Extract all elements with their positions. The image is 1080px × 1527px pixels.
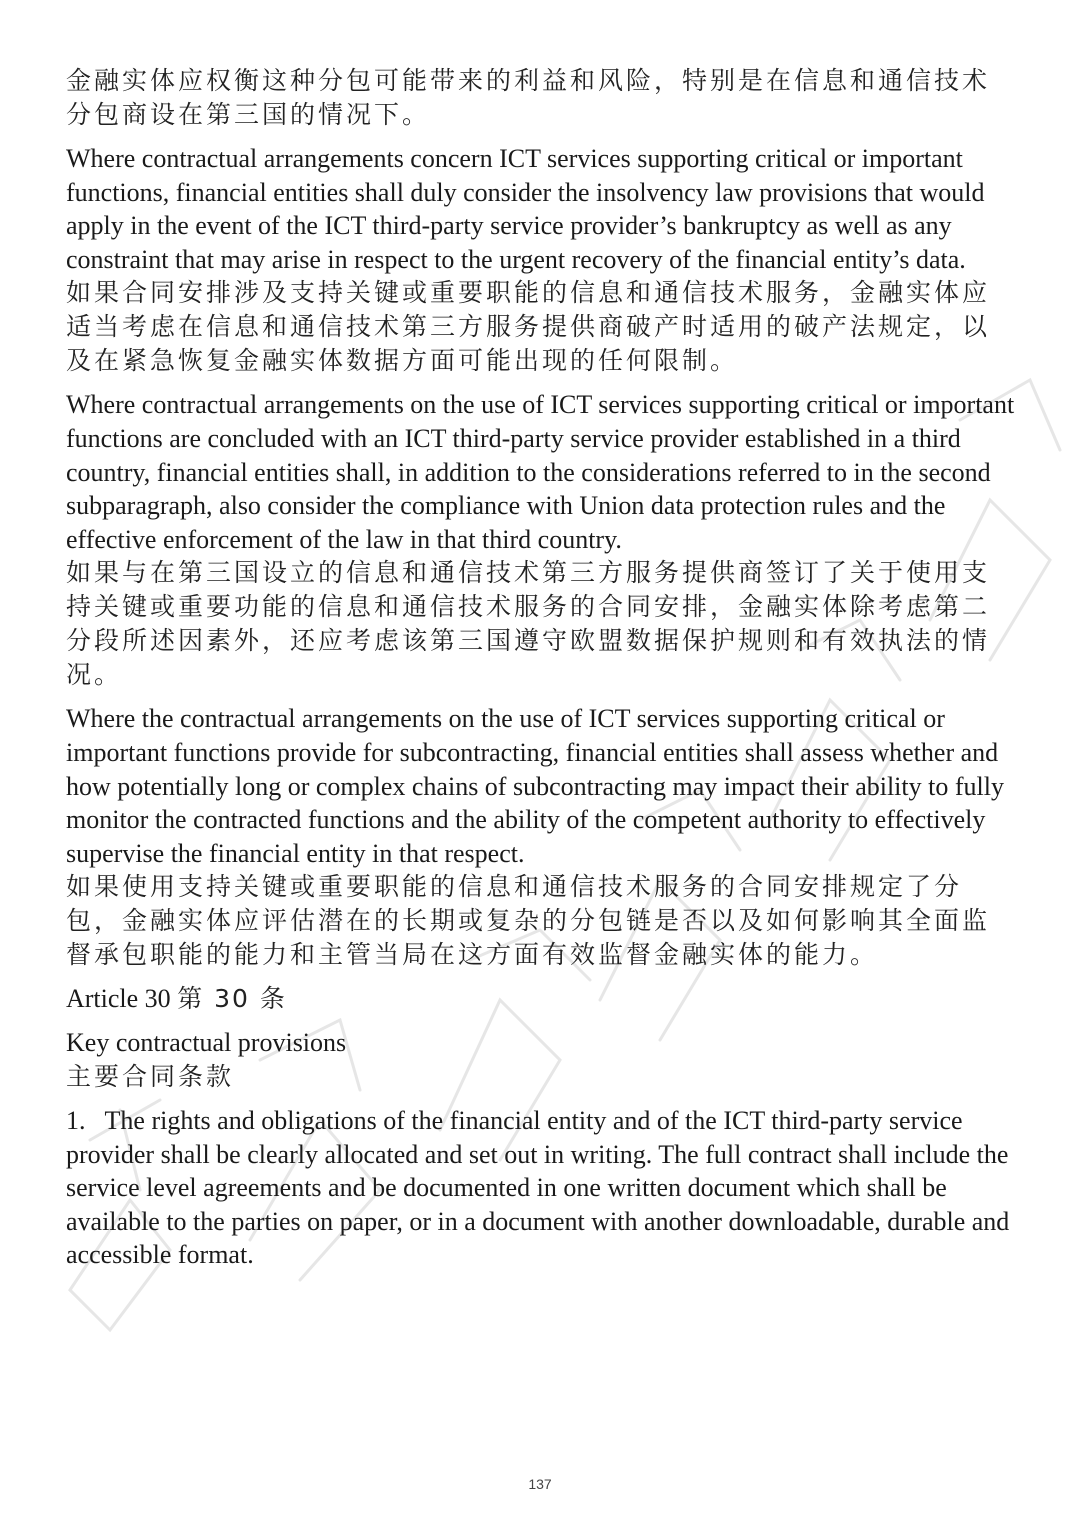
paragraph-zh: 如果使用支持关键或重要职能的信息和通信技术服务的合同安排规定了分包，金融实体应评估潜在的长期或复杂的分包链是否以及如何影响其全面监督承包职能的能力和主管当局在这方面有效监督金融实体的能力。 xyxy=(66,872,991,970)
paragraph-block-3 xyxy=(66,702,1016,972)
paragraph-en: Where contractual arrangements concern ICT services supporting critical or important functions, financial entities shall duly consider the insolvency law provisions that would apply in the event of the ICT third-party service provider’s bankruptcy as well as any constraint that may arise in respect to the urgent recovery of the financial entity’s data. xyxy=(66,144,985,274)
paragraph-block-2 xyxy=(66,388,1016,692)
document-page xyxy=(66,64,1016,1282)
paragraph-zh: 如果合同安排涉及支持关键或重要职能的信息和通信技术服务，金融实体应适当考虑在信息和通信技术第三方服务提供商破产时适用的破产法规定，以及在紧急恢复金融实体数据方面可能出现的任何限制。 xyxy=(66,278,991,376)
article-title-zh: 主要合同条款 xyxy=(66,1061,235,1091)
paragraph-en: 1. The rights and obligations of the financial entity and of the ICT third-party service provider shall be clearly allocated and set out in writing. The full contract shall include the service level agreements and be documented in one written document which shall be available to the parties on paper, or in a document with another downloadable, durable and accessible format. xyxy=(66,1105,1016,1270)
paragraph-block-0 xyxy=(66,64,1016,132)
article-heading-line xyxy=(66,982,1016,1016)
paragraph-en: Where contractual arrangements on the use of ICT services supporting critical or important functions are concluded with an ICT third-party service provider established in a third country, financial entities shall, in addition to the considerations referred to in the second subparagraph, also consider the compliance with Union data protection rules and the effective enforcement of the law in that third country. xyxy=(66,390,1015,554)
article-heading-zh: 第 30 条 xyxy=(177,984,287,1014)
article-paragraph-1 xyxy=(66,1104,1016,1272)
article-title-en: Key contractual provisions xyxy=(66,1028,347,1058)
article-heading-en: Article 30 xyxy=(66,984,171,1014)
paragraph-zh: 金融实体应权衡这种分包可能带来的利益和风险，特别是在信息和通信技术分包商设在第三国的情况下。 xyxy=(66,66,991,129)
article-heading xyxy=(66,982,1016,1016)
paragraph-en: Where the contractual arrangements on the use of ICT services supporting critical or important functions provide for subcontracting, financial entities shall assess whether and how potentially long or complex chains of subcontracting may impact their ability to fully monitor the contracted functions and the ability of the competent authority to effectively supervise the financial entity in that respect. xyxy=(66,704,1004,868)
paragraph-block-1 xyxy=(66,142,1016,378)
article-title xyxy=(66,1026,1016,1094)
paragraph-zh: 如果与在第三国设立的信息和通信技术第三方服务提供商签订了关于使用支持关键或重要功能的信息和通信技术服务的合同安排，金融实体除考虑第二分段所述因素外，还应考虑该第三国遵守欧盟数据保护规则和有效执法的情况。 xyxy=(66,558,991,690)
page-number: 137 xyxy=(528,1476,552,1492)
